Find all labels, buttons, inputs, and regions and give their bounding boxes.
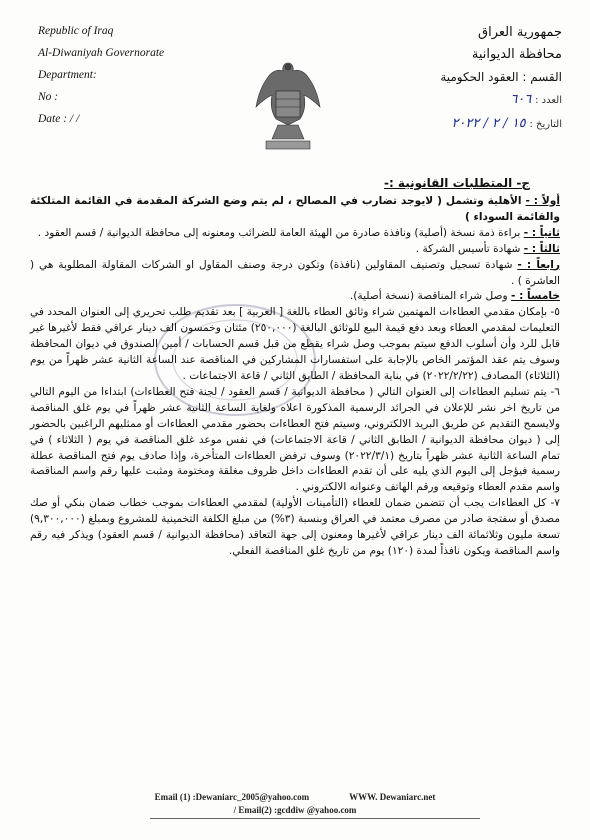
paragraph-6: ٦- يتم تسليم العطاءات إلى العنوان التالي ( محافظة الديوانية / قسم العقود / لجنة فتح العطاءات) ابتداءا من اليوم التالي من تاريخ اخر نشر للإعلان في الجرائد الرسمية المذكورة اعلاه ولغاية الساعة الثانية عشر ظهراً في يوم غلق المناقصة ولايسمح التقديم عن طريق البريد الالكتروني، وسيتم فتح العطاءات بحضور مقدمي العطاءات أو ممثليهم الراغبين بالحضور إلى ( ديوان محافظة الديوانية / الطابق الثاني / قاعة الاجتماعات) في نفس موعد غلق المناقصة في يوم ( الثلاثاء ) في تمام الساعة الثانية عشر ظهراً بتاريخ (٢٠٢٢/٣/١) وسوف ترفض العطاءات المتأخرة، وإذا صادف يوم فتح المناقصة عطلة رسمية فيؤجل إلى اليوم الذي يليه على أن تقدم العطاءات داخل ظروف مغلقة ومختومة ومثبت عليها رقم واسم المناقصة واسم مقدم العطاء وتوقيعه ورقم الهاتف وعنوانه الالكتروني . <box>30 385 561 494</box>
item-1-text: الأهلية وتشمل ( لايوجد تضارب في المصالح ، لم يتم وضع الشركة المقدمة في القائمة المتلكئة والقائمة السوداء ) <box>30 195 560 223</box>
item-2-text: براءة ذمة نسخة (أصلية) ونافذة صادرة من الهيئة العامة للضرائب ومعنونه إلى محافظة الديوانية / قسم العقود . <box>37 226 524 239</box>
number-label-ar: العدد : <box>535 95 562 106</box>
english-letterhead <box>38 20 164 130</box>
paragraph-7: ٧- كل العطاءات يجب أن تتضمن ضمان للعطاء (التأمينات الأولية) لمقدمي العطاءات بموجب خطاب ضمان بنكي أو صك مصدق أو سفتجة صادر من مصرف معتمد في العراق وبنسبة (٣%) من مبلغ الكلفة التخمينية للمشروع وبمبلغ (٩,٣٠٠,٠٠٠) تسعة مليون وثلاثمائة الف دينار عراقي لأغيرها ومعنون إلى جهة التعاقد (محافظة الديوانية / قسم العقود) ويذكر فيه رقم واسم المناقصة ويكون نافذاً لمدة (١٢٠) يوم من تاريخ غلق المناقصة الفعلي. <box>30 497 561 557</box>
date-label-ar: التاريخ : <box>529 119 562 130</box>
item-3-label: ثالثاً : - <box>523 242 560 255</box>
paragraph-5: ٥- بإمكان مقدمي العطاءات المهتمين شراء وثائق العطاء باللغة [ العربية ] بعد تقديم طلب تحريري إلى العنوان المحدد في التعليمات لمقدمي العطاء وبعد دفع قيمة البيع للوثائق البالغة (٢٥٠,٠٠٠) مئتان وخمسون الف دينار عراقي فقط لأغيرها غير قابل للرد وأن أسلوب الدفع سيتم بموجب وصل شراء يقطع من قبل قسم الحسابات / أمين الصندوق في ديوان المحافظة وسوف يتم عقد المؤتمر الخاص بالإجابة على استفسارات المشاركين في المناقصة عند الساعة الثانية عشر ظهراً من يوم (الثلاثاء) المصادف (٢٠٢٢/٢/٢٢) في بناية المحافظة / الطابق الثاني / قاعة الاجتماعات . <box>30 306 560 382</box>
department-en: Department: <box>38 69 97 81</box>
item-4-text: شهادة تسجيل وتصنيف المقاولين (نافذة) وتكون درجة وصنف المقاول او الشركات المقاولة المطلوبة هي ( العاشرة ) . <box>30 258 560 287</box>
legal-requirements-heading: ج- المتطلبات القانونية :- <box>383 176 530 190</box>
item-3-text: شهادة تأسيس الشركة . <box>415 242 524 255</box>
department-ar: القسم : العقود الحكومية <box>440 70 562 84</box>
footer-contact-line-2 <box>0 805 590 815</box>
item-1 <box>30 194 560 226</box>
date-en: Date : / / <box>38 113 80 125</box>
number-row <box>440 88 562 112</box>
item-2-label: ثانياً : - <box>523 226 560 239</box>
footer-email-1: Email (1) :Dewaniarc_2005@yahoo.com <box>154 792 310 802</box>
date-row <box>440 112 562 136</box>
country-en: Republic of Iraq <box>38 25 114 37</box>
item-5-label: خامساً : - <box>511 290 560 303</box>
section-title <box>384 176 530 190</box>
governorate-en: Al-Diwaniyah Governorate <box>38 47 165 59</box>
date-value-ar: ١٥ / ٢ / ٢٠٢٢ <box>451 116 526 131</box>
governorate-ar: محافظة الديوانية <box>471 47 562 62</box>
item-4-label: رابعاً : - <box>517 258 560 271</box>
item-2 <box>30 226 560 242</box>
item-3 <box>30 242 560 258</box>
country-ar: جمهورية العراق <box>478 25 562 40</box>
footer-divider <box>150 818 480 819</box>
item-5-text: وصل شراء المناقصة (نسخة أصلية). <box>349 290 512 303</box>
footer-contact-line-1 <box>0 792 590 802</box>
iraq-eagle-emblem-icon <box>248 55 328 157</box>
number-value-ar: ٦٠٦ <box>510 92 532 107</box>
arabic-letterhead <box>440 22 562 136</box>
number-en: No : <box>38 91 59 103</box>
item-4 <box>30 258 560 290</box>
requirements-body <box>30 194 560 560</box>
footer-email-2: / Email(2) :gcddiw @yahoo.com <box>233 805 357 815</box>
footer-website: WWW. Dewaniarc.net <box>349 792 436 802</box>
item-1-label: أولاً : - <box>525 195 561 207</box>
item-5 <box>30 289 560 305</box>
